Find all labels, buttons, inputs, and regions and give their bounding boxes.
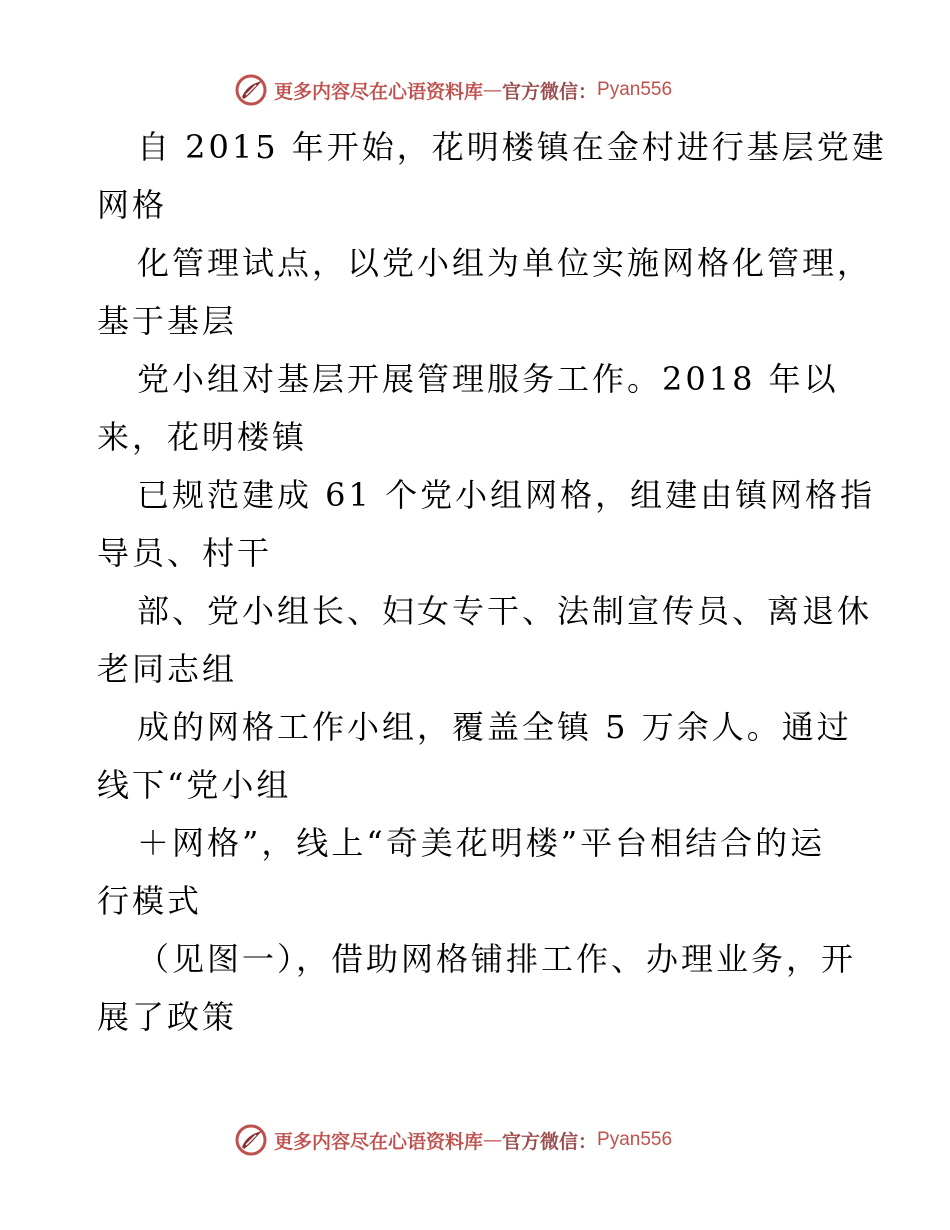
text-line: 部、党小组长、妇女专干、法制宣传员、离退休 bbox=[137, 592, 873, 630]
text-line: 线下“党小组 bbox=[97, 766, 292, 804]
watermark-wechat-label: 官方微信： bbox=[502, 80, 598, 103]
text-line: 导员、村干 bbox=[97, 534, 273, 572]
watermark-dash: — bbox=[483, 79, 503, 101]
text-line: 成的网格工作小组，覆盖全镇 5 万余人。通过 bbox=[137, 708, 852, 746]
text-line: 基于基层 bbox=[97, 302, 238, 340]
text-line: ＋网格”，线上“奇美花明楼”平台相结合的运 bbox=[137, 824, 826, 862]
watermark-wechat-id: Pyan556 bbox=[597, 79, 673, 100]
text-line: 老同志组 bbox=[97, 650, 238, 688]
text-line: 化管理试点，以党小组为单位实施网格化管理， bbox=[137, 244, 873, 282]
text-line: （见图一），借助网格铺排工作、办理业务，开 bbox=[137, 940, 857, 978]
document-body bbox=[97, 118, 897, 1046]
watermark-title: 更多内容尽在心语资料库 bbox=[274, 80, 484, 103]
text-line: 自 2015 年开始，花明楼镇在金村进行基层党建 bbox=[137, 128, 887, 166]
text-line: 党小组对基层开展管理服务工作。2018 年以 bbox=[137, 360, 839, 398]
watermark-wechat-id: Pyan556 bbox=[597, 1129, 673, 1150]
watermark-title: 更多内容尽在心语资料库 bbox=[274, 1130, 484, 1153]
text-line: 来，花明楼镇 bbox=[97, 418, 308, 456]
watermark-wechat-label: 官方微信： bbox=[502, 1130, 598, 1153]
text-line: 网格 bbox=[97, 186, 168, 224]
text-line: 已规范建成 61 个党小组网格，组建由镇网格指 bbox=[137, 476, 876, 514]
text-line: 展了政策 bbox=[97, 998, 238, 1036]
watermark-logo-icon bbox=[234, 73, 268, 107]
watermark-logo-icon bbox=[234, 1123, 268, 1157]
header-watermark bbox=[234, 72, 672, 108]
footer-watermark bbox=[234, 1122, 672, 1158]
watermark-dash: — bbox=[483, 1129, 503, 1151]
text-line: 行模式 bbox=[97, 882, 203, 920]
